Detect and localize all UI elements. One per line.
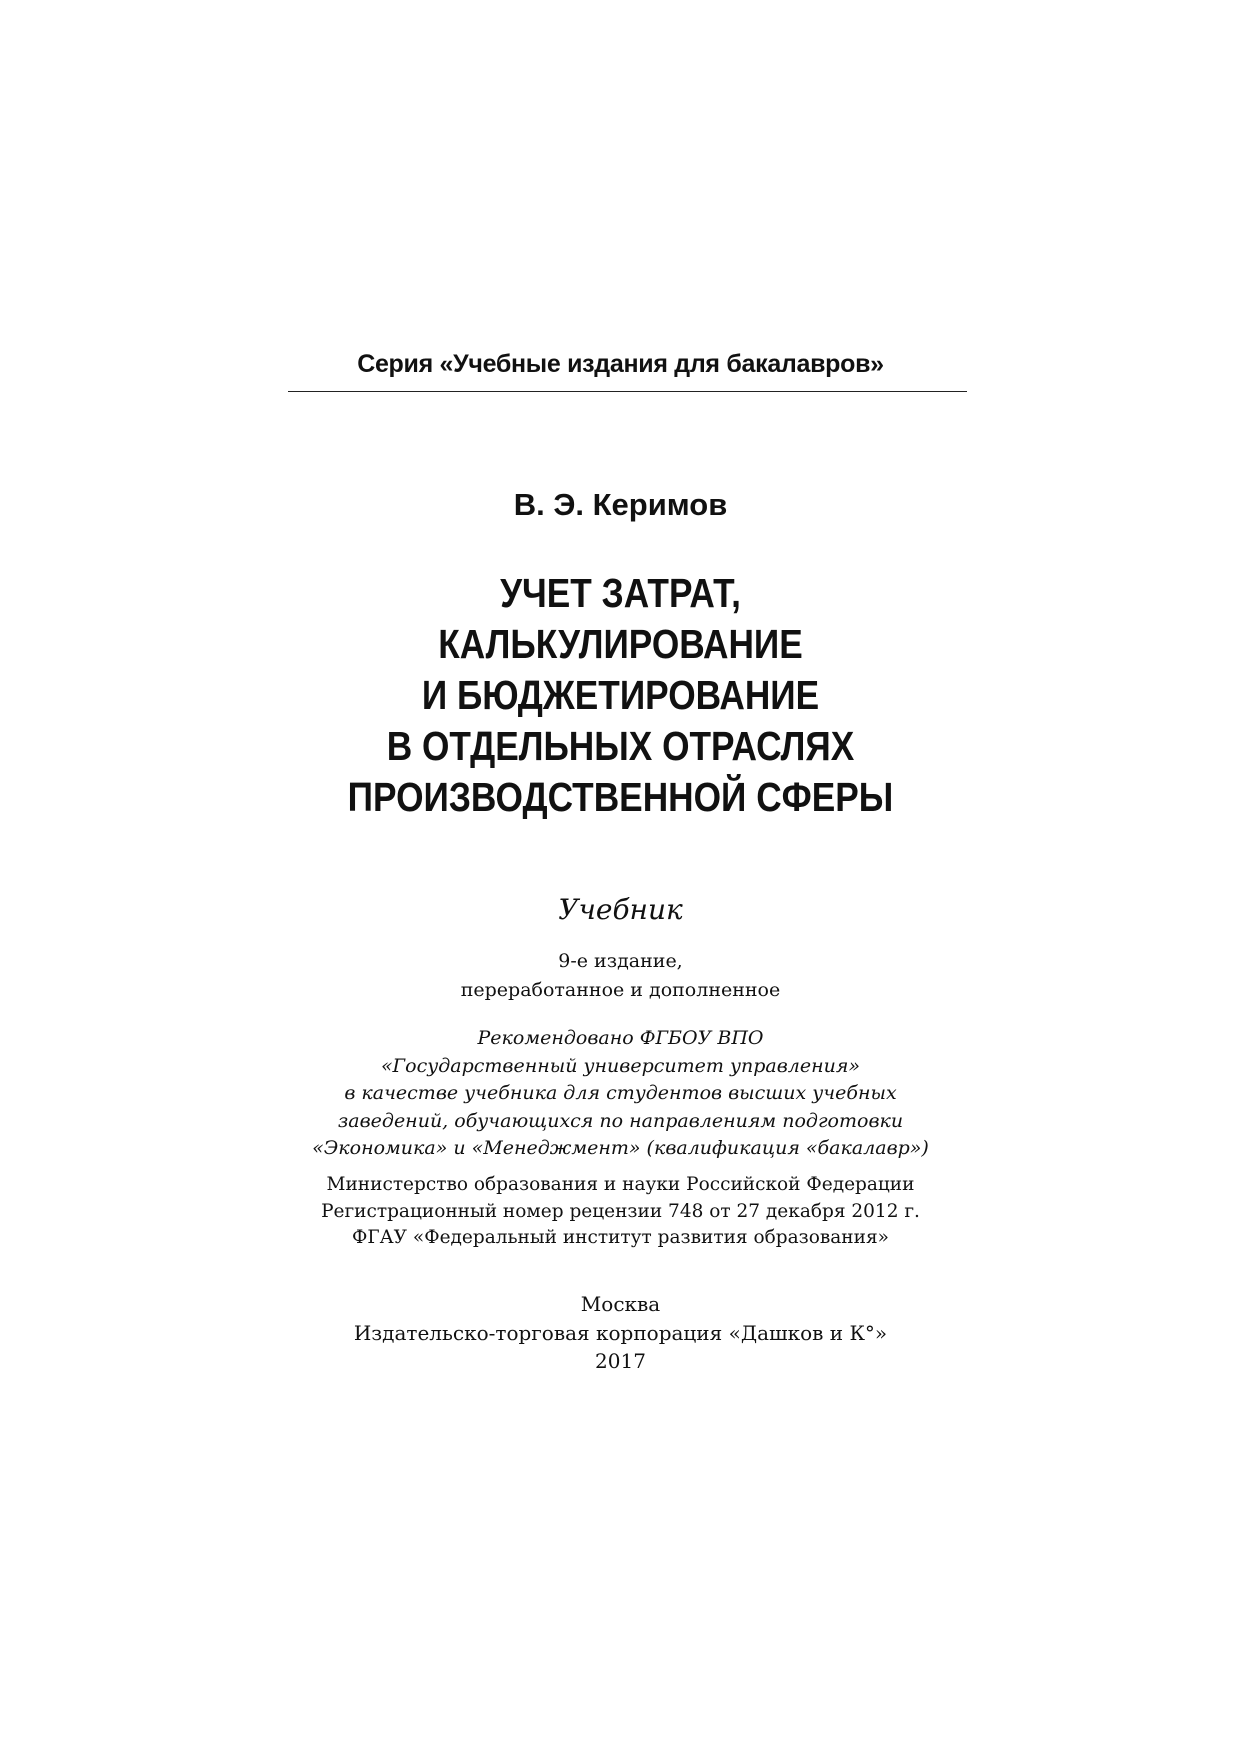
title-line: В ОТДЕЛЬНЫХ ОТРАСЛЯХ (386, 723, 855, 769)
series-rule (288, 391, 967, 392)
recommendation-line: «Государственный университет управления» (380, 1054, 861, 1077)
ministry-line: ФГАУ «Федеральный институт развития образования» (352, 1227, 889, 1248)
title-line: УЧЕТ ЗАТРАТ, (500, 570, 741, 616)
imprint-year: 2017 (595, 1349, 646, 1373)
title-line: ПРОИЗВОДСТВЕННОЙ СФЕРЫ (347, 774, 894, 820)
title-line: И БЮДЖЕТИРОВАНИЕ (421, 672, 820, 718)
recommendation-line: Рекомендовано ФГБОУ ВПО (477, 1027, 764, 1049)
book-genre: Учебник (558, 893, 683, 926)
recommendation-line: «Экономика» и «Менеджмент» (квалификация «бакалавр») (312, 1137, 929, 1159)
edition-info (0, 947, 1241, 1005)
ministry-line: Министерство образования и науки Российской Федерации (326, 1174, 915, 1195)
imprint-block (0, 1290, 1241, 1376)
edition-line: 9-е издание, (558, 950, 683, 972)
recommendation-line: заведений, обучающихся по направлениям подготовки (337, 1109, 904, 1132)
title-line: КАЛЬКУЛИРОВАНИЕ (438, 621, 803, 667)
imprint-publisher: Издательско-торговая корпорация «Дашков и К°» (353, 1320, 888, 1345)
ministry-block (0, 1172, 1241, 1252)
recommendation-line: в качестве учебника для студентов высших учебных (344, 1082, 897, 1104)
book-title (87, 568, 1154, 823)
series-name: Серия «Учебные издания для бакалавров» (357, 350, 884, 378)
imprint-city: Москва (580, 1292, 661, 1316)
ministry-line: Регистрационный номер рецензии 748 от 27 декабря 2012 г. (321, 1200, 920, 1222)
author-name: В. Э. Керимов (513, 487, 728, 522)
edition-line: переработанное и дополненное (460, 979, 781, 1001)
recommendation-block (0, 1025, 1241, 1163)
